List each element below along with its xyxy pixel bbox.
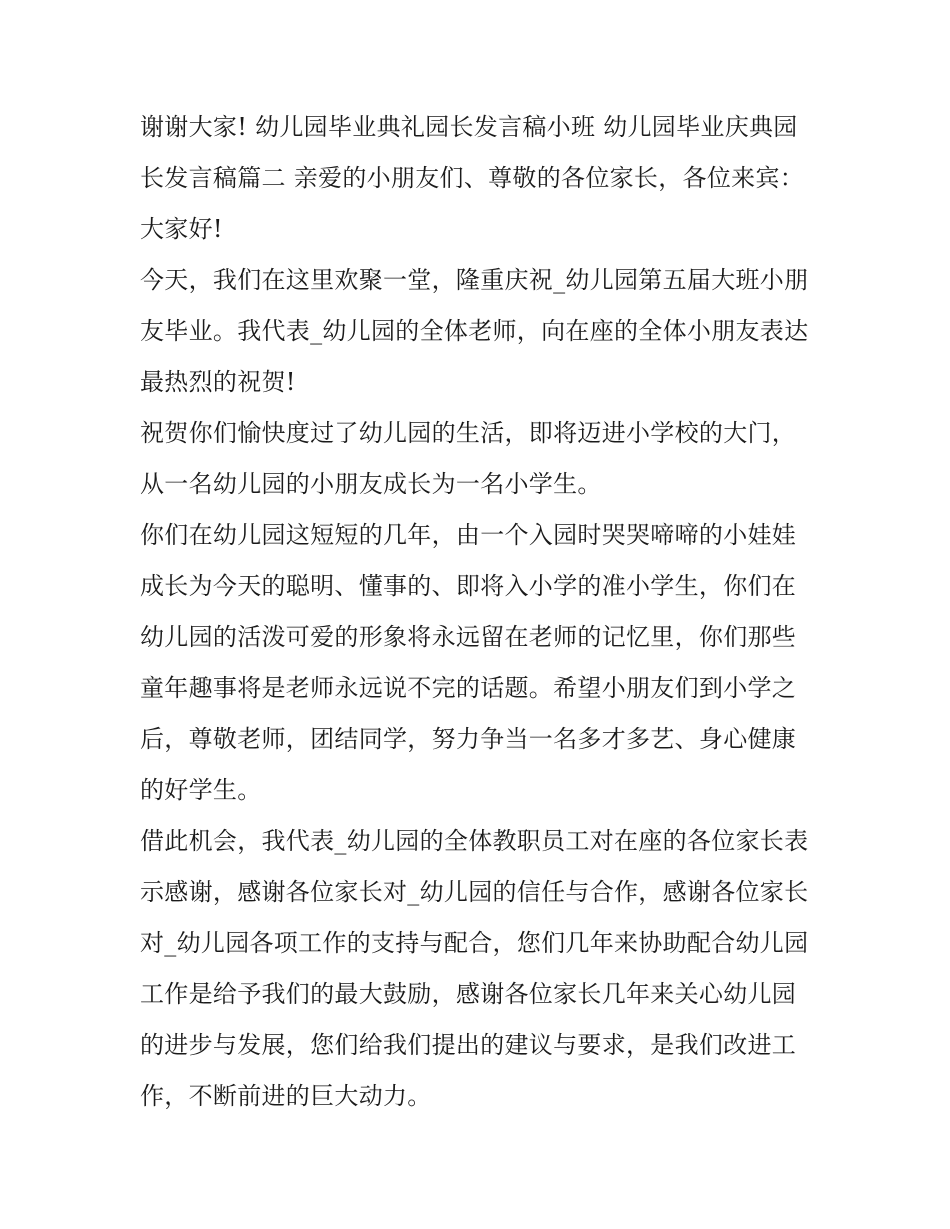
paragraph-5: 借此机会，我代表_幼儿园的全体教职员工对在座的各位家长表示感谢，感谢各位家长对_幼儿园的信任与合作，感谢各位家长对_幼儿园各项工作的支持与配合，您们几年来协助配合幼儿园工作是给予我们的最大鼓励，感谢各位家长几年来关心幼儿园的进步与发展，您们给我们提出的建议与要求，是我们改进工作，不断前进的巨大动力。 (140, 827, 809, 1110)
document-body (140, 102, 812, 1122)
paragraph-4: 你们在幼儿园这短短的几年，由一个入园时哭哭啼啼的小娃娃成长为今天的聪明、懂事的、即将入小学的准小学生，你们在幼儿园的活泼可爱的形象将永远留在老师的记忆里，你们那些童年趣事将是老师永远说不完的话题。希望小朋友们到小学之后，尊敬老师，团结同学，努力争当一名多才多艺、身心健康的好学生。 (140, 521, 797, 804)
paragraph-3: 祝贺你们愉快度过了幼儿园的生活，即将迈进小学校的大门，从一名幼儿园的小朋友成长为一名小学生。 (140, 419, 797, 498)
paragraph-2: 今天，我们在这里欢聚一堂，隆重庆祝_幼儿园第五届大班小朋友毕业。我代表_幼儿园的全体老师，向在座的全体小朋友表达最热烈的祝贺! (140, 266, 809, 396)
paragraph-1: 谢谢大家! 幼儿园毕业典礼园长发言稿小班 幼儿园毕业庆典园长发言稿篇二 亲爱的小朋友们、尊敬的各位家长，各位来宾： 大家好! (140, 113, 805, 243)
